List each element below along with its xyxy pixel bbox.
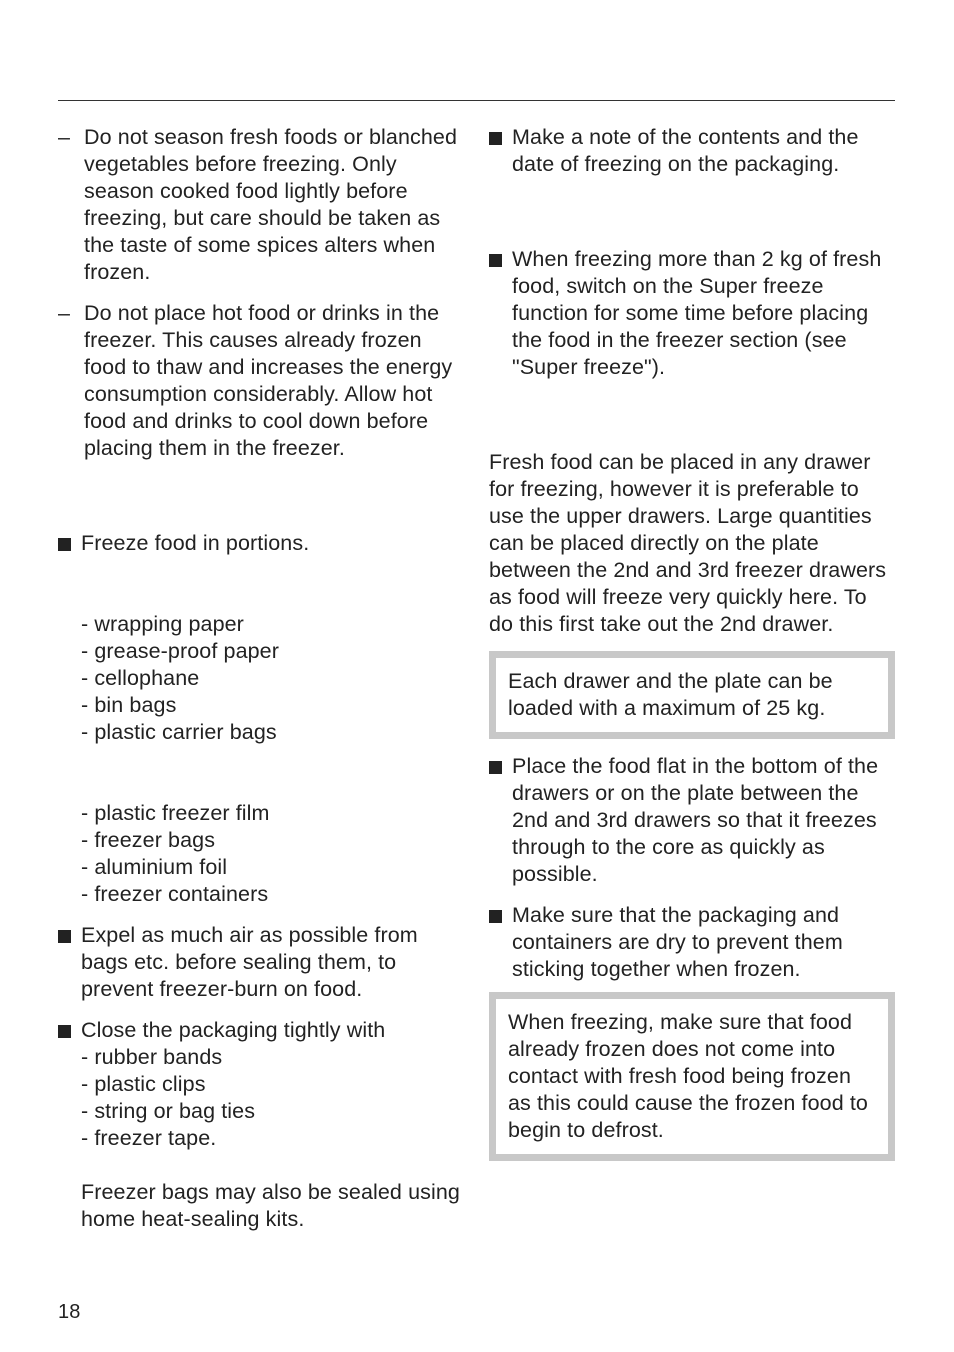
square-bullet-icon (58, 538, 71, 551)
bullet-item-close-packaging (58, 1017, 468, 1233)
list-item: - wrapping paper (81, 612, 244, 636)
bullet-item-dry-packaging (489, 902, 895, 983)
defrost-warning-notice (489, 992, 895, 1161)
list-item: - bin bags (81, 693, 177, 717)
bullet-item-text: Expel as much air as possible from bags etc. before sealing them, to prevent freezer-burn on food. (81, 923, 418, 1001)
bullet-item-text: Make sure that the packaging and containers are dry to prevent them sticking together when frozen. (512, 903, 843, 981)
dash-marker: – (58, 301, 71, 325)
drawer-paragraph: Fresh food can be placed in any drawer for freezing, however it is preferable to use the upper drawers. Large quantities can be placed directly on the plate between the 2nd and 3rd freezer drawers as food will freeze very quickly here. To do this first take out the 2nd drawer. (489, 450, 887, 636)
list-item: - aluminium foil (81, 855, 228, 879)
square-bullet-icon (58, 1025, 71, 1038)
bullet-item-portions (58, 530, 468, 557)
page-number: 18 (58, 1301, 81, 1323)
bullet-item-text: Place the food flat in the bottom of the drawers or on the plate between the 2nd and 3rd drawers so that it freezes through to the core as quickly as possible. (512, 754, 879, 886)
notice-text: Each drawer and the plate can be loaded with a maximum of 25 kg. (508, 669, 833, 720)
dash-item-hot-food (58, 300, 468, 462)
heat-seal-note: Freezer bags may also be sealed using home heat-sealing kits. (81, 1180, 460, 1231)
dash-item-text: Do not place hot food or drinks in the freezer. This causes already frozen food to thaw and increases the energy consumption considerably. Allow hot food and drinks to cool down before placing them in the freezer. (84, 301, 453, 460)
square-bullet-icon (489, 254, 502, 267)
square-bullet-icon (489, 910, 502, 923)
list-item: - freezer containers (81, 882, 269, 906)
list-item: - plastic clips (81, 1072, 206, 1096)
bullet-item-text: Make a note of the contents and the date of freezing on the packaging. (512, 125, 859, 176)
square-bullet-icon (58, 930, 71, 943)
notice-text: When freezing, make sure that food already frozen does not come into contact with fresh food being frozen as this could cause the frozen food to begin to defrost. (508, 1010, 868, 1142)
list-item: - plastic carrier bags (81, 720, 277, 744)
bullet-item-super-freeze (489, 246, 895, 381)
list-item: - freezer bags (81, 828, 216, 852)
bullet-item-expel-air (58, 922, 468, 1003)
bullet-item-text: Close the packaging tightly with (81, 1018, 386, 1042)
left-column (58, 124, 468, 1233)
unsuitable-materials-list (58, 611, 468, 746)
suitable-materials-list (58, 800, 468, 908)
square-bullet-icon (489, 761, 502, 774)
load-limit-notice (489, 651, 895, 739)
bullet-item-text: When freezing more than 2 kg of fresh food, switch on the Super freeze function for some time before placing the food in the freezer section (see "Super freeze"). (512, 247, 882, 379)
dash-marker: – (58, 125, 71, 149)
list-item: - rubber bands (81, 1045, 223, 1069)
list-item: - cellophane (81, 666, 200, 690)
right-column (489, 124, 895, 1161)
list-item: - grease-proof paper (81, 639, 279, 663)
square-bullet-icon (489, 132, 502, 145)
list-item: - freezer tape. (81, 1126, 217, 1150)
dash-item-season (58, 124, 468, 286)
bullet-item-text: Freeze food in portions. (81, 531, 310, 555)
list-item: - string or bag ties (81, 1099, 256, 1123)
dash-item-text: Do not season fresh foods or blanched vegetables before freezing. Only season cooked food lightly before freezing, but care should be taken as the taste of some spices alters when frozen. (84, 125, 458, 284)
bullet-item-note-contents (489, 124, 895, 178)
bullet-item-place-flat (489, 753, 895, 888)
header-rule (58, 100, 895, 101)
list-item: - plastic freezer film (81, 801, 270, 825)
